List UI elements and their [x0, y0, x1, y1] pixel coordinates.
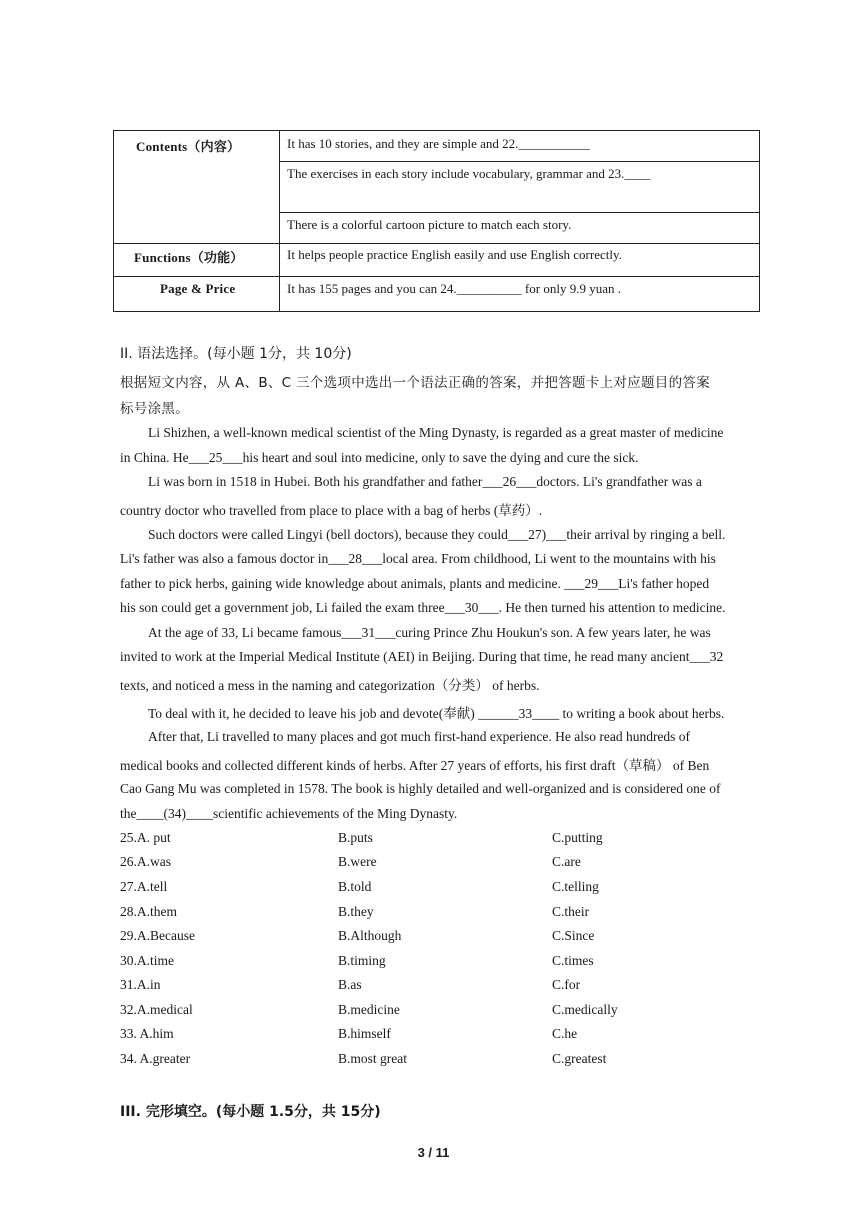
passage-line: father to pick herbs, gaining wide knowledge about animals, plants and medicine. ___29___Li's father hoped — [120, 576, 710, 591]
option-b: B.puts — [338, 830, 373, 845]
option-c: C.Since — [552, 928, 595, 943]
table-label-page-price: Page & Price — [160, 281, 236, 296]
option-a: 33. A.him — [120, 1026, 174, 1041]
passage-line: his son could get a government job, Li failed the exam three___30___. He then turned his attention to medicine. — [120, 600, 726, 615]
option-a: 25.A. put — [120, 830, 171, 845]
passage-line: texts, and noticed a mess in the naming and categorization（分类） of herbs. — [120, 678, 540, 693]
passage-line: Li's father was also a famous doctor in___28___local area. From childhood, Li went to the mountains with his — [120, 551, 716, 566]
passage-line: At the age of 33, Li became famous___31___curing Prince Zhu Houkun's son. A few years later, he was — [148, 625, 711, 640]
passage-line: Cao Gang Mu was completed in 1578. The book is highly detailed and well-organized and is considered one of — [120, 781, 721, 796]
option-a: 26.A.was — [120, 854, 171, 869]
table-row-divider — [114, 243, 759, 244]
option-a: 29.A.Because — [120, 928, 195, 943]
passage-line: Li was born in 1518 in Hubei. Both his grandfather and father___26___doctors. Li's grandfather was a — [148, 474, 702, 489]
option-a: 31.A.in — [120, 977, 161, 992]
table-label-contents: Contents（内容） — [136, 139, 241, 154]
option-b: B.as — [338, 977, 362, 992]
passage-line: Such doctors were called Lingyi (bell doctors), because they could___27)___their arrival by ringing a bell. — [148, 527, 726, 542]
passage-line: To deal with it, he decided to leave his job and devote(奉献) ______33____ to writing a book about herbs. — [148, 706, 725, 721]
passage-line: country doctor who travelled from place to place with a bag of herbs (草药）. — [120, 503, 543, 518]
option-c: C.greatest — [552, 1051, 607, 1066]
option-c: C.he — [552, 1026, 578, 1041]
section-3-title: III. 完形填空。(每小题 1.5分，共 15分) — [120, 1104, 381, 1120]
table-cell-contents-1: It has 10 stories, and they are simple and 22.___________ — [287, 136, 590, 151]
option-c: C.are — [552, 854, 581, 869]
option-b: B.timing — [338, 953, 386, 968]
option-c: C.telling — [552, 879, 599, 894]
option-b: B.Although — [338, 928, 402, 943]
table-column-divider — [279, 131, 280, 311]
option-b: B.most great — [338, 1051, 407, 1066]
option-a: 32.A.medical — [120, 1002, 193, 1017]
passage-line: Li Shizhen, a well-known medical scientist of the Ming Dynasty, is regarded as a great master of medicine — [148, 425, 724, 440]
option-b: B.himself — [338, 1026, 391, 1041]
section-2-instructions-cont: 标号涂黑。 — [120, 401, 189, 417]
table-row-divider — [279, 212, 759, 213]
option-c: C.times — [552, 953, 594, 968]
table-label-functions: Functions（功能） — [134, 250, 244, 265]
passage-line: After that, Li travelled to many places and got much first-hand experience. He also read hundreds of — [148, 729, 691, 744]
option-a: 30.A.time — [120, 953, 174, 968]
passage-line: medical books and collected different kinds of herbs. After 27 years of efforts, his first draft（草稿） of Ben — [120, 758, 710, 773]
page-number: 3 / 11 — [417, 1145, 450, 1160]
table-row-divider — [114, 276, 759, 277]
table-row-divider — [279, 161, 759, 162]
section-2-title: II. 语法选择。(每小题 1分，共 10分) — [120, 346, 352, 362]
option-b: B.were — [338, 854, 377, 869]
option-b: B.medicine — [338, 1002, 400, 1017]
option-b: B.they — [338, 904, 374, 919]
table-cell-page-price: It has 155 pages and you can 24.__________ for only 9.9 yuan . — [287, 281, 621, 296]
table-cell-contents-3: There is a colorful cartoon picture to match each story. — [287, 217, 572, 232]
option-b: B.told — [338, 879, 372, 894]
book-info-table — [113, 130, 760, 312]
option-c: C.for — [552, 977, 581, 992]
table-cell-contents-2: The exercises in each story include vocabulary, grammar and 23.____ — [287, 166, 651, 181]
option-c: C.their — [552, 904, 590, 919]
passage-line: the____(34)____scientific achievements of the Ming Dynasty. — [120, 806, 458, 821]
passage-line: invited to work at the Imperial Medical Institute (AEI) in Beijing. During that time, he read many ancient___32 — [120, 649, 724, 664]
table-cell-functions: It helps people practice English easily and use English correctly. — [287, 247, 622, 262]
passage-line: in China. He___25___his heart and soul into medicine, only to save the dying and cure the sick. — [120, 450, 639, 465]
option-c: C.medically — [552, 1002, 618, 1017]
option-a: 28.A.them — [120, 904, 177, 919]
section-2-instructions: 根据短文内容，从 A、B、C 三个选项中选出一个语法正确的答案，并把答题卡上对应题目的答案 — [120, 375, 711, 391]
option-a: 27.A.tell — [120, 879, 168, 894]
option-a: 34. A.greater — [120, 1051, 191, 1066]
option-c: C.putting — [552, 830, 603, 845]
